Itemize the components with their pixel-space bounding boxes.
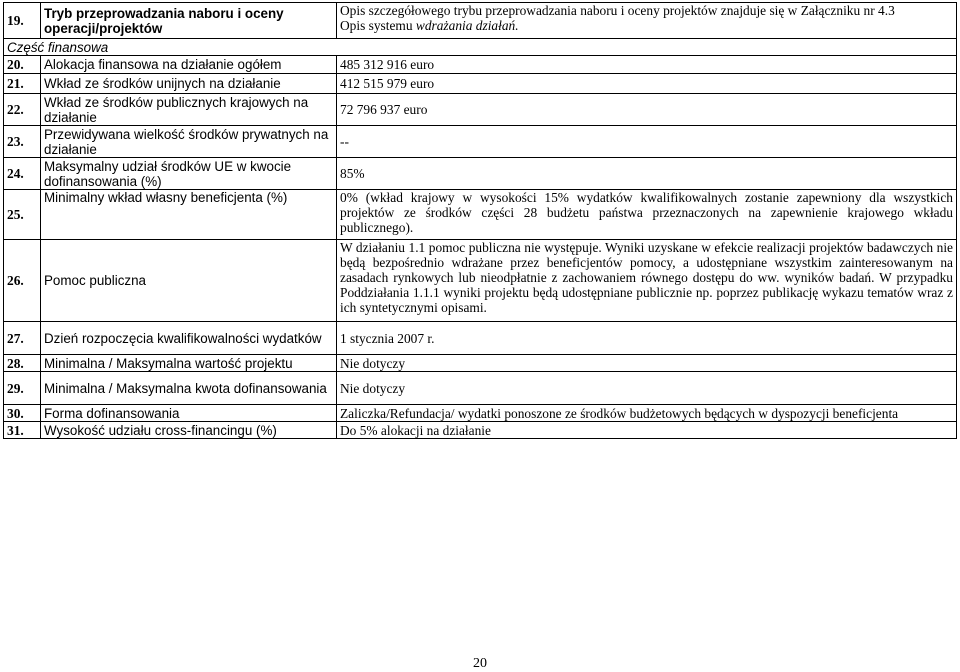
row-value: 85% <box>337 158 957 190</box>
row-value: 412 515 979 euro <box>337 74 957 94</box>
table-row <box>4 422 957 439</box>
row-label: Maksymalny udział środków UE w kwocie dofinansowania (%) <box>41 158 337 190</box>
row-value: W działaniu 1.1 pomoc publiczna nie występuje. Wyniki uzyskane w efekcie realizacji projektów badawczych nie będą bezpośrednio wdrażane przez beneficjentów pomocy, a udostępniane wszystkim zainteresowanym na zasadach rynkowych lub nieodpłatnie z zachowaniem równego dostępu do ww. wyników badań. W przypadku Poddziałania 1.1.1 wyniki projektu będą udostępniane publicznie np. poprzez publikację wykazu tematów wraz z ich syntetycznymi opisami. <box>337 240 957 322</box>
value-text: Opis systemu <box>340 18 416 33</box>
row-value: Do 5% alokacji na działanie <box>337 422 957 439</box>
page-number: 20 <box>473 656 487 671</box>
row-label: Dzień rozpoczęcia kwalifikowalności wydatków <box>41 322 337 355</box>
table-row <box>4 158 957 190</box>
row-label: Wkład ze środków publicznych krajowych na działanie <box>41 94 337 126</box>
row-number: 19. <box>4 3 41 39</box>
row-number: 24. <box>4 158 41 190</box>
section-row <box>4 39 957 56</box>
table-row <box>4 355 957 372</box>
row-value: 1 stycznia 2007 r. <box>337 322 957 355</box>
table-row <box>4 126 957 158</box>
row-value <box>337 3 957 39</box>
row-number: 27. <box>4 322 41 355</box>
row-label: Przewidywana wielkość środków prywatnych na działanie <box>41 126 337 158</box>
value-italic-text: wdrażania działań. <box>415 18 519 33</box>
row-label: Minimalna / Maksymalna wartość projektu <box>41 355 337 372</box>
row-number: 31. <box>4 422 41 439</box>
row-label: Minimalny wkład własny beneficjenta (%) <box>41 190 337 240</box>
table-row <box>4 94 957 126</box>
row-number: 25. <box>4 190 41 240</box>
row-number: 28. <box>4 355 41 372</box>
table-row <box>4 56 957 74</box>
section-heading: Część finansowa <box>4 39 957 56</box>
table-row <box>4 240 957 322</box>
row-number: 30. <box>4 405 41 422</box>
table-row <box>4 3 957 39</box>
row-value: 72 796 937 euro <box>337 94 957 126</box>
table-row <box>4 74 957 94</box>
row-value: Nie dotyczy <box>337 355 957 372</box>
row-label: Pomoc publiczna <box>41 240 337 322</box>
value-line <box>340 18 953 33</box>
row-value: Zaliczka/Refundacja/ wydatki ponoszone ze środków budżetowych będących w dyspozycji beneficjenta <box>337 405 957 422</box>
row-number: 20. <box>4 56 41 74</box>
row-number: 22. <box>4 94 41 126</box>
table-row <box>4 405 957 422</box>
row-number: 26. <box>4 240 41 322</box>
row-number: 21. <box>4 74 41 94</box>
table-row <box>4 372 957 405</box>
value-line: Opis szczegółowego trybu przeprowadzania naboru i oceny projektów znajduje się w Załączniku nr 4.3 <box>340 3 895 18</box>
row-label: Wkład ze środków unijnych na działanie <box>41 74 337 94</box>
row-label: Minimalna / Maksymalna kwota dofinansowania <box>41 372 337 405</box>
financial-details-table <box>3 2 957 439</box>
table-row <box>4 322 957 355</box>
row-label: Alokacja finansowa na działanie ogółem <box>41 56 337 74</box>
row-label: Tryb przeprowadzania naboru i oceny operacji/projektów <box>41 3 337 39</box>
row-value: 0% (wkład krajowy w wysokości 15% wydatków kwalifikowalnych zostanie zapewniony dla wszystkich projektów ze środków części 28 budżetu państwa przeznaczonych na zapewnienie krajowego wkładu publicznego). <box>337 190 957 240</box>
table-row <box>4 190 957 240</box>
row-value: Nie dotyczy <box>337 372 957 405</box>
row-number: 29. <box>4 372 41 405</box>
row-value: 485 312 916 euro <box>337 56 957 74</box>
row-label: Forma dofinansowania <box>41 405 337 422</box>
row-number: 23. <box>4 126 41 158</box>
row-label: Wysokość udziału cross-financingu (%) <box>41 422 337 439</box>
row-value: -- <box>337 126 957 158</box>
